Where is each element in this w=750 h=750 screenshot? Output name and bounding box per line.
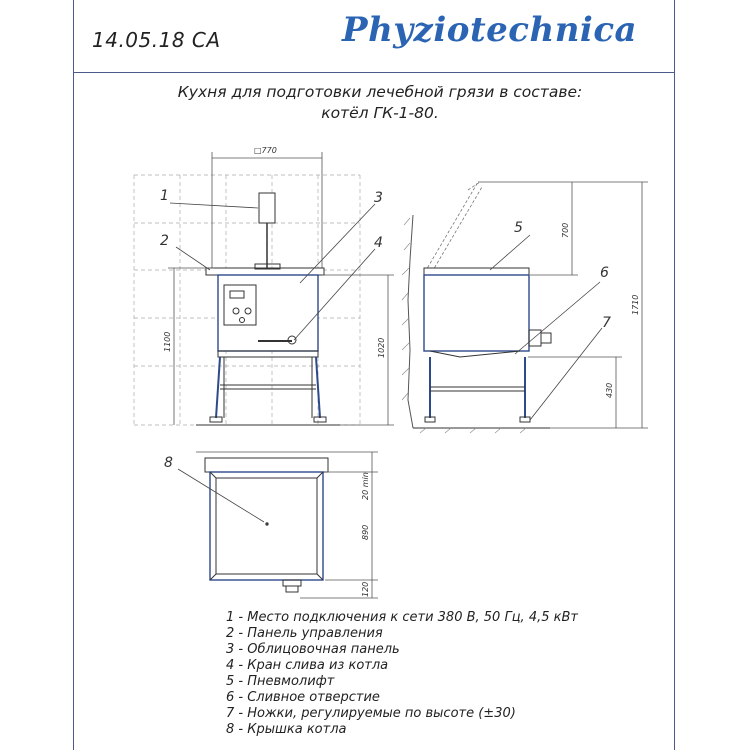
legend-item: 2 - Панель управления xyxy=(226,626,383,641)
callout-1: 1 xyxy=(160,188,169,204)
dim-width-label: □770 xyxy=(254,146,277,155)
top-view xyxy=(178,452,378,598)
callout-7: 7 xyxy=(602,315,611,331)
callout-2: 2 xyxy=(160,233,169,249)
drawing-title-line1: Кухня для подготовки лечебной грязи в составе: xyxy=(177,83,583,101)
brand-logo: Phyziotechnica xyxy=(342,10,638,50)
drain-outlet xyxy=(529,330,541,346)
pneumolift-lid xyxy=(424,268,529,275)
legend-item: 4 - Кран слива из котла xyxy=(226,658,389,673)
boiler-lid-top xyxy=(210,472,323,580)
dim-leg-height: 430 xyxy=(605,382,614,398)
legend-item: 5 - Пневмолифт xyxy=(226,674,335,689)
front-view xyxy=(134,152,394,425)
dim-height-top: 1020 xyxy=(377,337,386,358)
wall-hatching xyxy=(408,215,413,428)
legend-item: 6 - Сливное отверстие xyxy=(226,690,380,705)
date-code: 14.05.18 CA xyxy=(92,28,221,52)
dim-total-height: 1710 xyxy=(631,294,640,315)
dim-lift-travel: 700 xyxy=(561,222,570,238)
callout-6: 6 xyxy=(600,265,609,281)
boiler-body-side xyxy=(424,275,529,351)
power-connection-box xyxy=(259,193,275,223)
legend-item: 3 - Облицовочная панель xyxy=(226,642,400,657)
legend-item: 7 - Ножки, регулируемые по высоте (±30) xyxy=(226,706,516,721)
dim-height-panel: 1100 xyxy=(163,331,172,352)
callout-4: 4 xyxy=(374,235,383,251)
dim-depth: 890 xyxy=(361,524,370,540)
legend-item: 1 - Место подключения к сети 380 В, 50 Гц, 4,5 кВт xyxy=(226,610,578,625)
legend-item: 8 - Крышка котла xyxy=(226,722,347,737)
raised-lid xyxy=(425,182,482,272)
drawing-title-line2: котёл ГК-1-80. xyxy=(321,104,439,122)
callout-8: 8 xyxy=(164,455,173,471)
cladding-panel xyxy=(218,275,318,351)
dim-bottom-offset: 120 xyxy=(361,581,370,597)
callout-3: 3 xyxy=(374,190,383,206)
dim-top-gap: 20 min xyxy=(361,472,370,500)
callout-5: 5 xyxy=(514,220,523,236)
legend xyxy=(226,610,578,738)
